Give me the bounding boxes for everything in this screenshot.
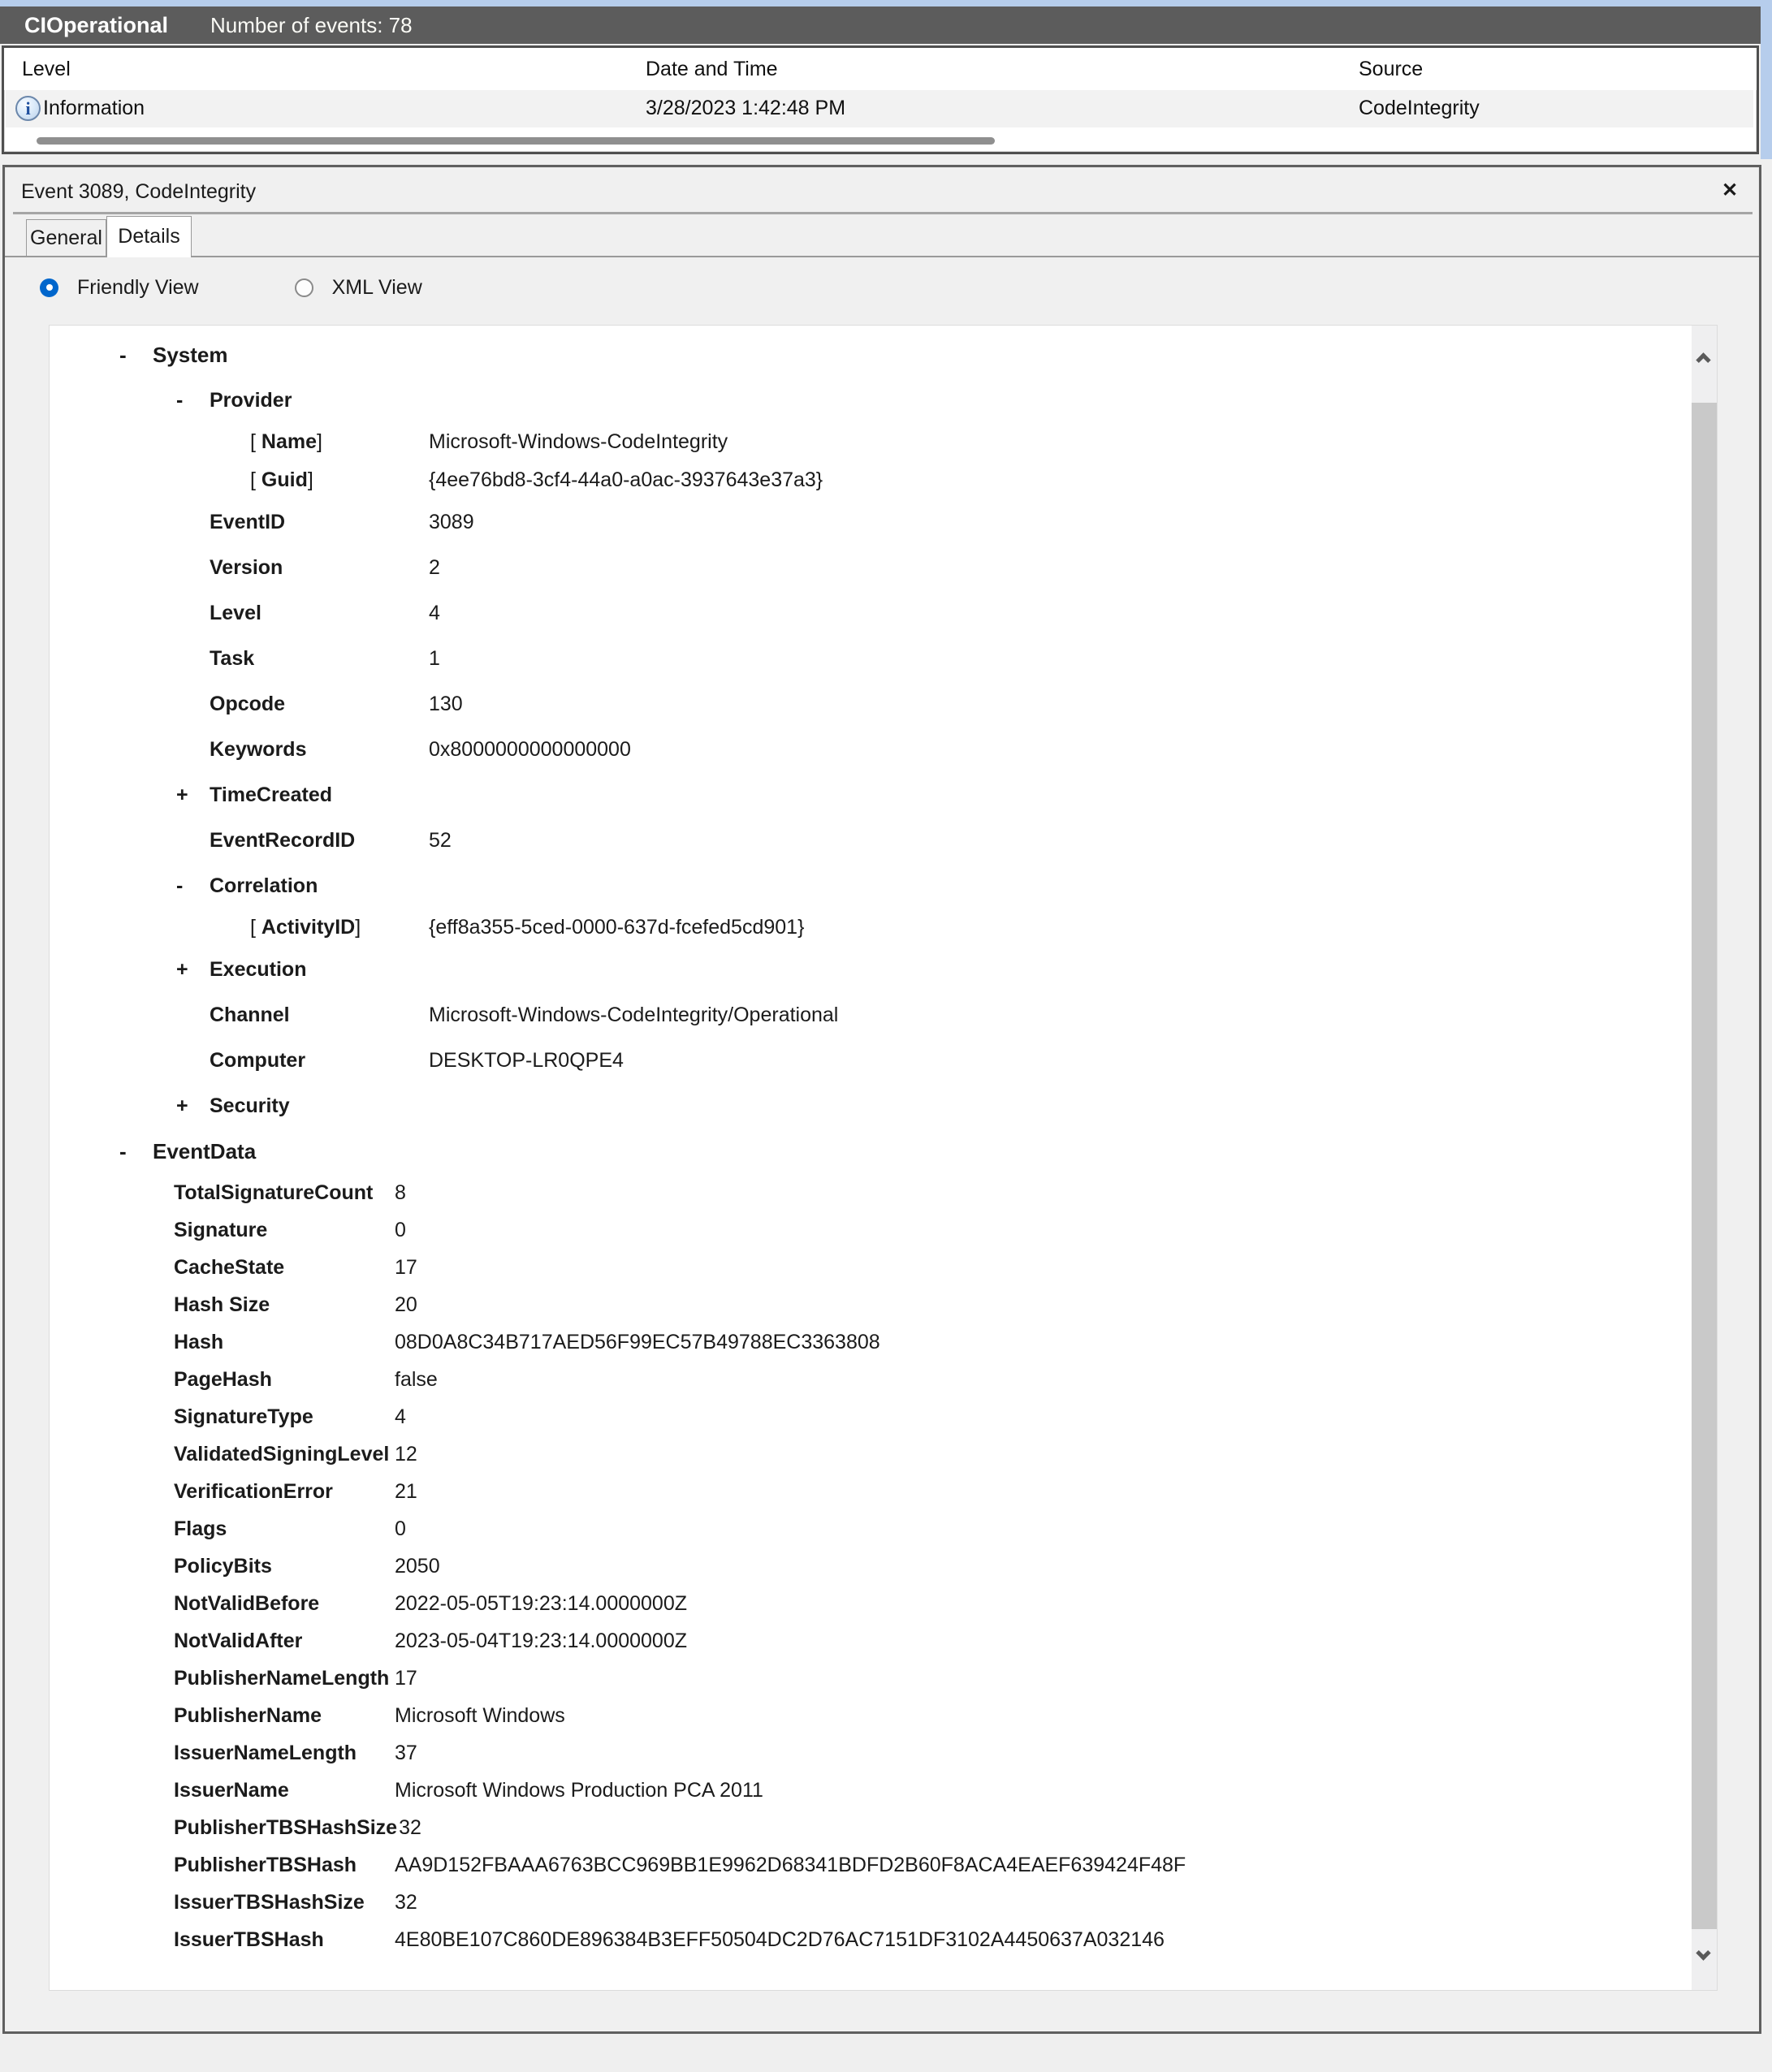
event-list bbox=[2, 45, 1759, 154]
event-detail-panel bbox=[2, 165, 1761, 2034]
scroll-down-icon[interactable] bbox=[1696, 1945, 1710, 1960]
tree-row-value: Microsoft Windows bbox=[395, 1703, 565, 1727]
tree-row-issuernamelength bbox=[50, 1734, 1692, 1772]
tree-row-publishername bbox=[50, 1697, 1692, 1734]
tree-row-signaturetype bbox=[50, 1398, 1692, 1435]
tab-general[interactable]: General bbox=[26, 219, 106, 256]
tree-row-value: 32 bbox=[395, 1890, 417, 1914]
tree-row-label: Hash bbox=[174, 1330, 224, 1353]
tree-row-value: {4ee76bd8-3cf4-44a0-a0ac-3937643e37a3} bbox=[429, 468, 823, 491]
tree-row-label: TimeCreated bbox=[210, 783, 332, 806]
tree-row-label: Hash Size bbox=[174, 1293, 270, 1316]
tree-row-correlation[interactable] bbox=[50, 863, 1692, 909]
tree-row-value: 2050 bbox=[395, 1554, 440, 1578]
view-switcher bbox=[40, 275, 422, 300]
tree-row-label: Version bbox=[210, 555, 283, 579]
tree-row-pagehash bbox=[50, 1361, 1692, 1398]
tree-row-label: IssuerTBSHashSize bbox=[174, 1890, 365, 1914]
tree-row-value: 17 bbox=[395, 1255, 417, 1279]
tree-row-value: 2 bbox=[429, 555, 440, 579]
tree-row-level bbox=[50, 590, 1692, 636]
tree-row-label: Task bbox=[210, 646, 255, 670]
column-header-datetime[interactable]: Date and Time bbox=[646, 58, 778, 80]
tab-details[interactable]: Details bbox=[106, 216, 192, 257]
tree-row-publishernamelength bbox=[50, 1660, 1692, 1697]
tree-row-value: DESKTOP-LR0QPE4 bbox=[429, 1048, 624, 1072]
tree-row-label: VerificationError bbox=[174, 1479, 333, 1503]
tree-row-label: ValidatedSigningLevel bbox=[174, 1442, 390, 1466]
tree-row-value: 0 bbox=[395, 1517, 406, 1540]
close-icon[interactable]: ✕ bbox=[1722, 179, 1739, 201]
tree-row-value: 52 bbox=[429, 828, 452, 852]
window-right-accent bbox=[1761, 0, 1772, 159]
tree-row-label: [ Name] bbox=[250, 430, 322, 453]
tree-row-hash bbox=[50, 1323, 1692, 1361]
tree-row-guid bbox=[50, 461, 1692, 499]
tree-row-value: 12 bbox=[395, 1442, 417, 1466]
tree-row-value: false bbox=[395, 1367, 438, 1391]
tree-row-eventdata[interactable] bbox=[50, 1129, 1692, 1174]
tree-row-signature bbox=[50, 1211, 1692, 1249]
tree-row-label: Correlation bbox=[210, 874, 318, 897]
tree-row-label: TotalSignatureCount bbox=[174, 1181, 374, 1204]
vertical-scrollbar-thumb[interactable] bbox=[1692, 403, 1717, 1929]
tree-row-totalsignaturecount bbox=[50, 1174, 1692, 1211]
tree-row-security[interactable] bbox=[50, 1083, 1692, 1129]
tree-row-label: SignatureType bbox=[174, 1405, 313, 1428]
row-source: CodeIntegrity bbox=[1359, 97, 1480, 119]
tree-row-label: Computer bbox=[210, 1048, 306, 1072]
tree-row-keywords bbox=[50, 727, 1692, 772]
tree-row-eventrecordid bbox=[50, 818, 1692, 863]
tree-row-flags bbox=[50, 1510, 1692, 1548]
tree-row-label: PublisherTBSHashSize bbox=[174, 1815, 398, 1839]
tree-row-label: Level bbox=[210, 601, 261, 624]
event-panel-title: Event 3089, CodeIntegrity bbox=[21, 180, 257, 203]
tree-row-label: [ ActivityID] bbox=[250, 916, 361, 939]
expand-marker-icon[interactable]: - bbox=[176, 388, 184, 412]
tree-row-policybits bbox=[50, 1548, 1692, 1585]
tree-row-value: 3089 bbox=[429, 510, 474, 533]
title-separator bbox=[13, 212, 1753, 214]
tree-row-label: EventRecordID bbox=[210, 828, 356, 852]
tree-row-label: PolicyBits bbox=[174, 1554, 272, 1578]
tree-row-publishertbshashsize bbox=[50, 1809, 1692, 1846]
tree-row-channel bbox=[50, 992, 1692, 1038]
tree-row-label: NotValidBefore bbox=[174, 1591, 320, 1615]
tree-row-version bbox=[50, 545, 1692, 590]
row-level: Information bbox=[43, 97, 145, 119]
tree-row-value: Microsoft-Windows-CodeIntegrity/Operational bbox=[429, 1003, 839, 1026]
tree-row-label: PublisherName bbox=[174, 1703, 322, 1727]
tree-row-label: IssuerName bbox=[174, 1778, 289, 1802]
tree-row-label: CacheState bbox=[174, 1255, 285, 1279]
tree-row-label: Signature bbox=[174, 1218, 268, 1241]
tree-row-execution[interactable] bbox=[50, 947, 1692, 992]
tree-row-value: 8 bbox=[395, 1181, 406, 1204]
tree-row-opcode bbox=[50, 681, 1692, 727]
tree-row-label: Channel bbox=[210, 1003, 290, 1026]
tree-row-issuertbshash bbox=[50, 1921, 1692, 1958]
log-name: CIOperational bbox=[24, 12, 169, 37]
tree-row-value: Microsoft-Windows-CodeIntegrity bbox=[429, 430, 728, 453]
tree-row-notvalidafter bbox=[50, 1622, 1692, 1660]
tree-row-system[interactable] bbox=[50, 332, 1692, 378]
tree-row-eventid bbox=[50, 499, 1692, 545]
friendly-view-radio[interactable] bbox=[40, 278, 58, 297]
tree-row-label: PublisherTBSHash bbox=[174, 1853, 357, 1876]
tree-row-name bbox=[50, 423, 1692, 461]
tree-row-value: 2023-05-04T19:23:14.0000000Z bbox=[395, 1629, 688, 1652]
tree-row-label: EventData bbox=[153, 1138, 257, 1163]
tree-row-label: EventID bbox=[210, 510, 286, 533]
tree-row-value: 0 bbox=[395, 1218, 406, 1241]
tree-row-cachestate bbox=[50, 1249, 1692, 1286]
tree-row-value: 4 bbox=[395, 1405, 406, 1428]
tree-row-label: IssuerTBSHash bbox=[174, 1927, 324, 1951]
horizontal-scrollbar-thumb[interactable] bbox=[37, 137, 995, 145]
tree-row-task bbox=[50, 636, 1692, 681]
tree-row-computer bbox=[50, 1038, 1692, 1083]
tree-row-issuertbshashsize bbox=[50, 1884, 1692, 1921]
expand-marker-icon[interactable]: + bbox=[176, 783, 188, 806]
friendly-view-label[interactable]: Friendly View bbox=[77, 275, 199, 299]
xml-view-radio[interactable] bbox=[295, 278, 313, 297]
tree-row-label: PageHash bbox=[174, 1367, 272, 1391]
event-list-header bbox=[4, 48, 1757, 90]
expand-marker-icon[interactable]: - bbox=[176, 874, 184, 897]
column-header-level[interactable]: Level bbox=[22, 58, 71, 80]
row-datetime: 3/28/2023 1:42:48 PM bbox=[646, 97, 846, 119]
tree-row-label: Opcode bbox=[210, 692, 286, 715]
tree-row-label: Security bbox=[210, 1094, 290, 1117]
tree-row-verificationerror bbox=[50, 1473, 1692, 1510]
tree-row-issuername bbox=[50, 1772, 1692, 1809]
tree-row-hash-size bbox=[50, 1286, 1692, 1323]
tree-row-notvalidbefore bbox=[50, 1585, 1692, 1622]
scroll-up-icon[interactable] bbox=[1696, 352, 1710, 367]
tree-row-label: [ Guid] bbox=[250, 468, 313, 491]
tree-row-value: AA9D152FBAAA6763BCC969BB1E9962D68341BDFD2B60F8ACA4EAEF639424F48F bbox=[395, 1853, 1186, 1876]
tree-row-publishertbshash bbox=[50, 1846, 1692, 1884]
tree-row-value: 20 bbox=[395, 1293, 417, 1316]
tree-row-value: 08D0A8C34B717AED56F99EC57B49788EC3363808 bbox=[395, 1330, 880, 1353]
expand-marker-icon[interactable]: + bbox=[176, 957, 188, 981]
table-row[interactable] bbox=[6, 90, 1753, 127]
tree-row-activityid bbox=[50, 909, 1692, 947]
expand-marker-icon[interactable]: - bbox=[119, 1138, 127, 1163]
tree-row-provider[interactable] bbox=[50, 378, 1692, 423]
tree-row-label: Provider bbox=[210, 388, 292, 412]
tree-row-label: NotValidAfter bbox=[174, 1629, 303, 1652]
details-tab-pane bbox=[5, 256, 1759, 2031]
info-icon: i bbox=[15, 96, 41, 121]
tree-row-label: System bbox=[153, 342, 228, 367]
tree-row-value: 4 bbox=[429, 601, 440, 624]
friendly-view-tree bbox=[49, 325, 1718, 1991]
tree-row-label: PublisherNameLength bbox=[174, 1666, 390, 1690]
window-top-accent bbox=[0, 0, 1772, 6]
tree-row-value: 0x8000000000000000 bbox=[429, 737, 631, 761]
tree-row-label: Keywords bbox=[210, 737, 307, 761]
tree-row-value: 1 bbox=[429, 646, 440, 670]
tree-row-value: 130 bbox=[429, 692, 463, 715]
xml-view-label[interactable]: XML View bbox=[331, 275, 422, 299]
tree-row-value: 4E80BE107C860DE896384B3EFF50504DC2D76AC7151DF3102A4450637A032146 bbox=[395, 1927, 1165, 1951]
tree-row-label: Execution bbox=[210, 957, 307, 981]
tree-row-timecreated[interactable] bbox=[50, 772, 1692, 818]
tree-content bbox=[50, 326, 1692, 1990]
column-header-source[interactable]: Source bbox=[1359, 58, 1424, 80]
tree-row-value: {eff8a355-5ced-0000-637d-fcefed5cd901} bbox=[429, 916, 805, 939]
tree-row-value: 32 bbox=[399, 1815, 421, 1839]
tree-row-value: Microsoft Windows Production PCA 2011 bbox=[395, 1778, 763, 1802]
expand-marker-icon[interactable]: - bbox=[119, 342, 127, 367]
tree-row-label: Flags bbox=[174, 1517, 227, 1540]
tree-row-value: 17 bbox=[395, 1666, 417, 1690]
tree-row-value: 37 bbox=[395, 1741, 417, 1764]
vertical-scrollbar[interactable] bbox=[1692, 326, 1717, 1990]
log-titlebar bbox=[0, 6, 1761, 44]
event-count: Number of events: 78 bbox=[210, 12, 413, 37]
tree-row-label: IssuerNameLength bbox=[174, 1741, 357, 1764]
tree-row-value: 2022-05-05T19:23:14.0000000Z bbox=[395, 1591, 688, 1615]
expand-marker-icon[interactable]: + bbox=[176, 1094, 188, 1117]
tree-row-validatedsigninglevel bbox=[50, 1435, 1692, 1473]
tree-row-value: 21 bbox=[395, 1479, 417, 1503]
